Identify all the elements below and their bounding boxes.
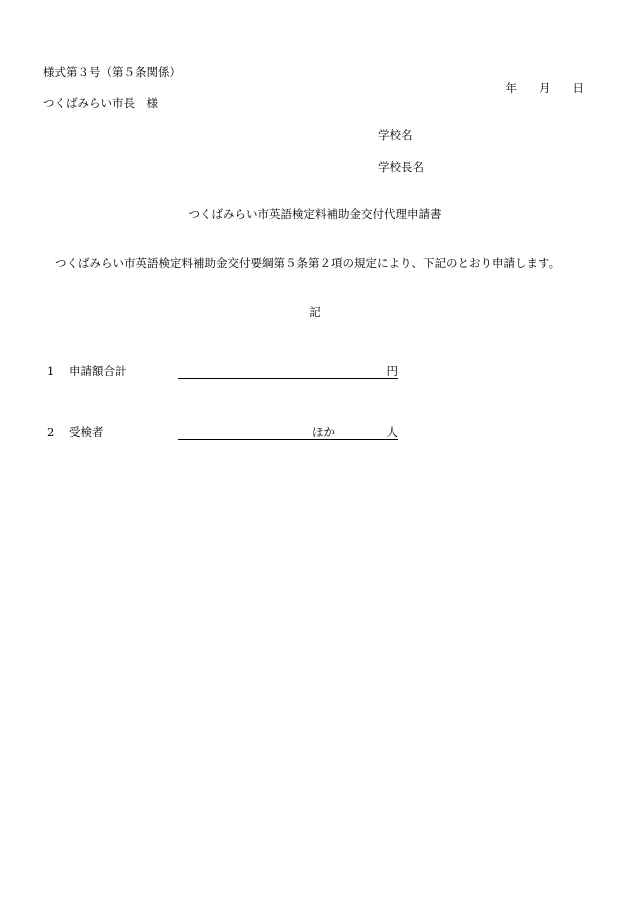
principal-name-label: 学校長名 (378, 160, 424, 174)
item-label: 受検者 (69, 425, 104, 439)
school-name-label: 学校名 (378, 128, 413, 142)
hoka-text: ほか (312, 425, 335, 439)
form-number: 様式第３号（第５条関係） (43, 65, 181, 79)
examinees-field[interactable] (178, 426, 398, 440)
item-number: 2 (47, 425, 55, 439)
item-label: 申請額合計 (69, 364, 127, 378)
document-title: つくばみらい市英語検定料補助金交付代理申請書 (188, 207, 442, 221)
addressee: つくばみらい市長 様 (43, 96, 158, 110)
yen-unit: 円 (386, 364, 398, 378)
date-day-label: 日 (572, 81, 584, 95)
person-unit: 人 (386, 425, 398, 439)
item-number: 1 (47, 364, 55, 378)
application-total-field[interactable] (178, 365, 398, 379)
body-text: つくばみらい市英語検定料補助金交付要綱第５条第２項の規定により、下記のとおり申請します。 (55, 256, 561, 270)
item-examinees (47, 427, 104, 439)
date-line (506, 83, 585, 95)
date-year-label: 年 (505, 81, 517, 95)
ki-heading: 記 (309, 305, 321, 319)
item-application-total (47, 366, 127, 378)
date-month-label: 月 (539, 81, 551, 95)
